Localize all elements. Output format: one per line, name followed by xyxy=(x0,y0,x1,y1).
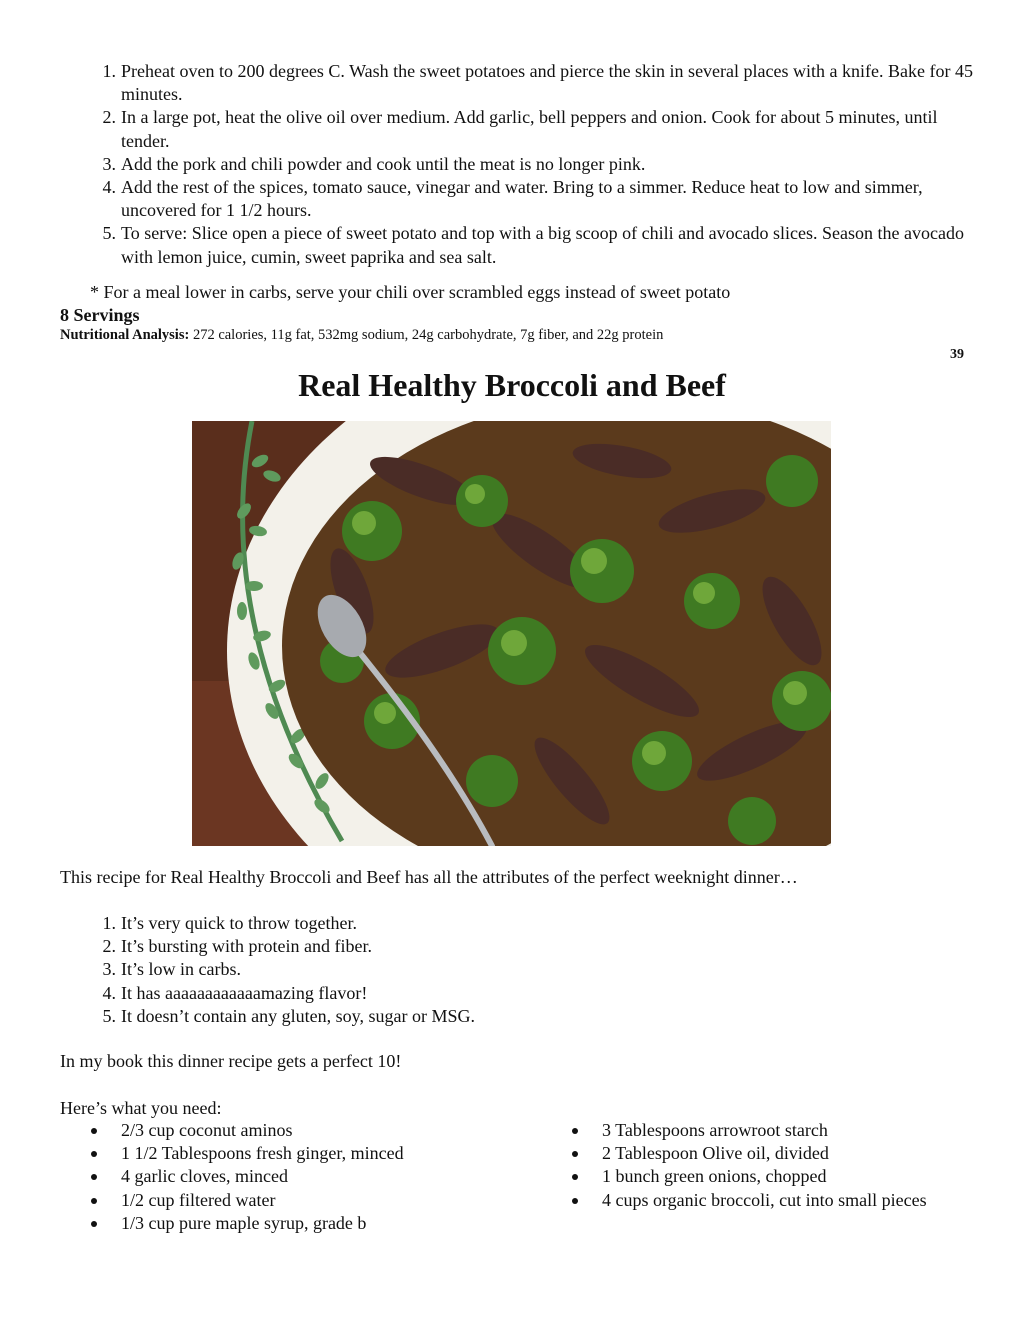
list-item: 3. It’s low in carbs. xyxy=(102,959,241,980)
ingredients-list-left xyxy=(60,1119,500,1235)
list-item: 5. It doesn’t contain any gluten, soy, sugar or MSG. xyxy=(102,1005,475,1026)
servings: 8 Servings xyxy=(60,305,140,325)
list-item: 2. It’s bursting with protein and fiber. xyxy=(102,936,372,957)
ingredients-list-right xyxy=(541,1119,941,1212)
bullet-icon xyxy=(91,1151,97,1157)
ingredient-text: 2/3 cup coconut aminos xyxy=(121,1120,293,1140)
ingredients-heading: Here’s what you need: xyxy=(60,1098,222,1118)
step-text: Add the pork and chili powder and cook until the meat is no longer pink. xyxy=(121,153,646,174)
bullet-icon xyxy=(91,1174,97,1180)
list-item: 4. Add the rest of the spices, tomato sauce, vinegar and water. Bring to a simmer. Reduce heat to low and simmer, uncovered for 1 1/2 hours. xyxy=(102,177,923,221)
list-item: 4. It has aaaaaaaaaaaamazing flavor! xyxy=(102,982,368,1003)
ingredient-text: 3 Tablespoons arrowroot starch xyxy=(602,1120,828,1140)
list-item xyxy=(541,1189,941,1212)
bullet-icon xyxy=(572,1151,578,1157)
list-item xyxy=(60,1142,500,1165)
reason-text: It’s low in carbs. xyxy=(121,959,241,980)
list-item xyxy=(60,1165,500,1188)
bullet-icon xyxy=(572,1198,578,1204)
reasons-list xyxy=(60,912,960,1028)
broccoli-beef-photo xyxy=(192,421,831,846)
ingredient-text: 1/3 cup pure maple syrup, grade b xyxy=(121,1212,367,1233)
ingredient-text: 1 1/2 Tablespoons fresh ginger, minced xyxy=(121,1143,404,1164)
list-item: 5. To serve: Slice open a piece of sweet potato and top with a big scoop of chili and avocado slices. Season the avocado with lemon juice, cumin, sweet paprika and sea salt. xyxy=(102,223,964,267)
bullet-icon xyxy=(572,1128,578,1134)
list-item xyxy=(541,1142,941,1165)
step-text: In a large pot, heat the olive oil over medium. Add garlic, bell peppers and onion. Cook for about 5 minutes, until tender. xyxy=(121,107,938,151)
reason-text: It’s bursting with protein and fiber. xyxy=(121,936,372,957)
bullet-icon xyxy=(91,1128,97,1134)
ingredient-text: 1 bunch green onions, chopped xyxy=(602,1166,827,1187)
bullet-icon xyxy=(572,1174,578,1180)
step-text: Preheat oven to 200 degrees C. Wash the sweet potatoes and pierce the skin in several places with a knife. Bake for 45 minutes. xyxy=(121,61,973,105)
nutrition-label: Nutritional Analysis: xyxy=(60,327,190,343)
previous-recipe-steps xyxy=(60,60,980,269)
nutritional-analysis xyxy=(60,326,663,344)
ingredient-text: 1/2 cup filtered water xyxy=(121,1189,276,1210)
verdict-text: In my book this dinner recipe gets a perfect 10! xyxy=(60,1051,402,1071)
recipe-intro: This recipe for Real Healthy Broccoli and Beef has all the attributes of the perfect weeknight dinner… xyxy=(60,867,798,887)
bullet-icon xyxy=(91,1198,97,1204)
step-text: To serve: Slice open a piece of sweet potato and top with a big scoop of chili and avocado slices. Season the avocado with lemon juice, cumin, sweet paprika and sea salt. xyxy=(121,223,964,267)
list-item xyxy=(60,1212,500,1235)
reason-text: It doesn’t contain any gluten, soy, sugar or MSG. xyxy=(121,1005,475,1026)
list-item xyxy=(60,1119,500,1142)
ingredient-text: 4 cups organic broccoli, cut into small pieces xyxy=(602,1189,927,1210)
reason-text: It has aaaaaaaaaaaamazing flavor! xyxy=(121,982,368,1003)
list-item: 1. Preheat oven to 200 degrees C. Wash the sweet potatoes and pierce the skin in several places with a knife. Bake for 45 minutes. xyxy=(102,61,973,105)
list-item: 2. In a large pot, heat the olive oil over medium. Add garlic, bell peppers and onion. Cook for about 5 minutes, until tender. xyxy=(102,107,938,151)
reason-text: It’s very quick to throw together. xyxy=(121,913,357,933)
list-item xyxy=(541,1119,941,1142)
ingredient-text: 4 garlic cloves, minced xyxy=(121,1166,288,1187)
ingredient-text: 2 Tablespoon Olive oil, divided xyxy=(602,1143,829,1164)
bullet-icon xyxy=(91,1221,97,1227)
page-number: 39 xyxy=(950,347,964,362)
nutrition-text: 272 calories, 11g fat, 532mg sodium, 24g carbohydrate, 7g fiber, and 22g protein xyxy=(189,327,664,343)
recipe-title: Real Healthy Broccoli and Beef xyxy=(298,367,726,403)
list-item: 1. It’s very quick to throw together. xyxy=(102,913,357,933)
list-item: 3. Add the pork and chili powder and cook until the meat is no longer pink. xyxy=(102,153,646,174)
list-item xyxy=(60,1189,500,1212)
step-text: Add the rest of the spices, tomato sauce, vinegar and water. Bring to a simmer. Reduce heat to low and simmer, uncovered for 1 1/2 hours. xyxy=(121,177,923,221)
carb-note: * For a meal lower in carbs, serve your chili over scrambled eggs instead of sweet potato xyxy=(90,282,731,302)
list-item xyxy=(541,1165,941,1188)
